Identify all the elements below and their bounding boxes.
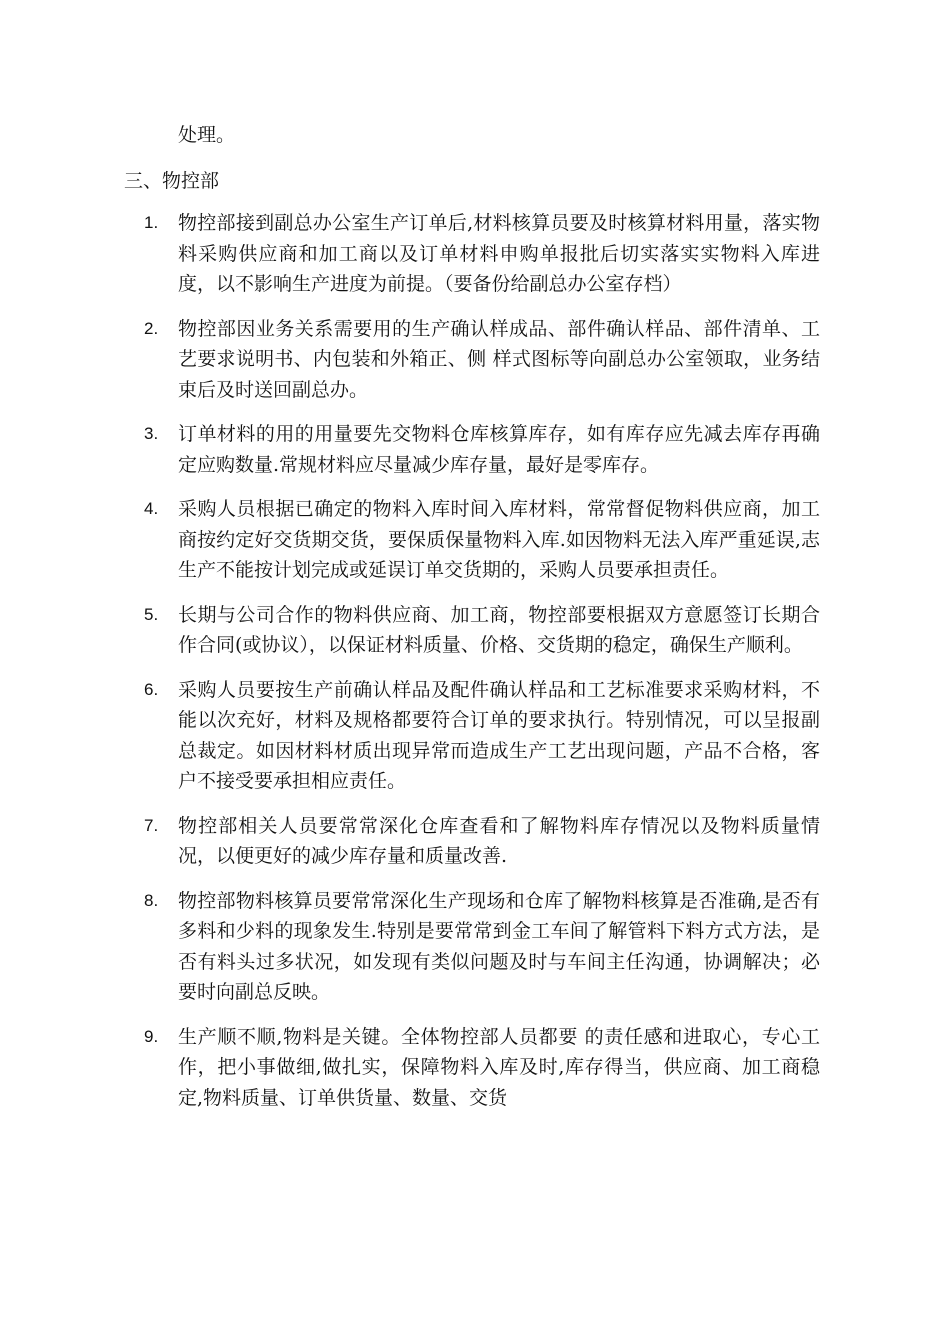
list-item-text: 长期与公司合作的物料供应商、加工商，物控部要根据双方意愿签订长期合作合同(或协议），以保证材料质量、价格、交货期的稳定，确保生产顺利。 — [178, 603, 820, 656]
list-item-text: 物控部物料核算员要常常深化生产现场和仓库了解物料核算是否准确,是否有多料和少料的现象发生.特别是要常常到金工车间了解管料下料方式方法，是否有料头过多状况，如发现有类似问题及时与车间主任沟通，协调解决；必要时向副总反映。 — [178, 889, 820, 1003]
list-item-number: 3. — [144, 424, 159, 443]
list-item-number: 2. — [144, 318, 159, 338]
list-item-text: 采购人员要按生产前确认样品及配件确认样品和工艺标准要求采购材料，不能以次充好，材料及规格都要符合订单的要求执行。特别情况，可以呈报副总裁定。如因材料材质出现异常而造成生产工艺出现问题，产品不合格，客户不接受要承担相应责任。 — [178, 678, 820, 792]
list-item — [140, 314, 820, 406]
list-item-number: 4. — [144, 499, 159, 518]
list-item-number: 7. — [144, 815, 159, 835]
list-item-text: 物控部因业务关系需要用的生产确认样成品、部件确认样品、部件清单、工艺要求说明书、内包装和外箱正、侧 样式图标等向副总办公室领取，业务结束后及时送回副总办。 — [178, 317, 820, 401]
list-item — [140, 419, 820, 480]
list-item-number: 9. — [144, 1026, 159, 1046]
list-item-text: 采购人员根据已确定的物料入库时间入库材料，常常督促物料供应商，加工商按约定好交货期交货，要保质保量物料入库.如因物料无法入库严重延误,志生产不能按计划完成或延误订单交货期的，采购人员要承担责任。 — [178, 498, 820, 581]
list-item — [140, 675, 820, 797]
list-item — [140, 886, 820, 1008]
continuation-text: 处理。 — [178, 124, 236, 146]
section-heading: 三、物控部 — [124, 170, 220, 192]
list-item — [140, 600, 820, 661]
list-item-number: 5. — [144, 604, 159, 624]
list-item — [140, 1022, 820, 1114]
list-item — [140, 811, 820, 872]
numbered-list — [140, 208, 820, 1127]
list-item-number: 6. — [144, 679, 159, 699]
list-item-text: 生产顺不顺,物料是关键。全体物控部人员都要 的责任感和进取心，专心工作，把小事做细,做扎实，保障物料入库及时,库存得当，供应商、加工商稳定,物料质量、订单供货量、数量、交货 — [178, 1025, 820, 1109]
list-item-text: 物控部相关人员要常常深化仓库查看和了解物料库存情况以及物料质量情况，以便更好的减少库存量和质量改善. — [178, 814, 820, 867]
list-item-text: 订单材料的用的用量要先交物料仓库核算库存，如有库存应先减去库存再确定应购数量.常规材料应尽量减少库存量，最好是零库存。 — [178, 423, 820, 476]
list-item-text: 物控部接到副总办公室生产订单后,材料核算员要及时核算材料用量，落实物料采购供应商和加工商以及订单材料申购单报批后切实落实实物料入库进度，以不影响生产进度为前提。（要备份给副总办公室存档） — [178, 212, 820, 295]
list-item — [140, 494, 820, 586]
list-item-number: 8. — [144, 890, 159, 910]
list-item — [140, 208, 820, 300]
list-item-number: 1. — [144, 213, 159, 232]
